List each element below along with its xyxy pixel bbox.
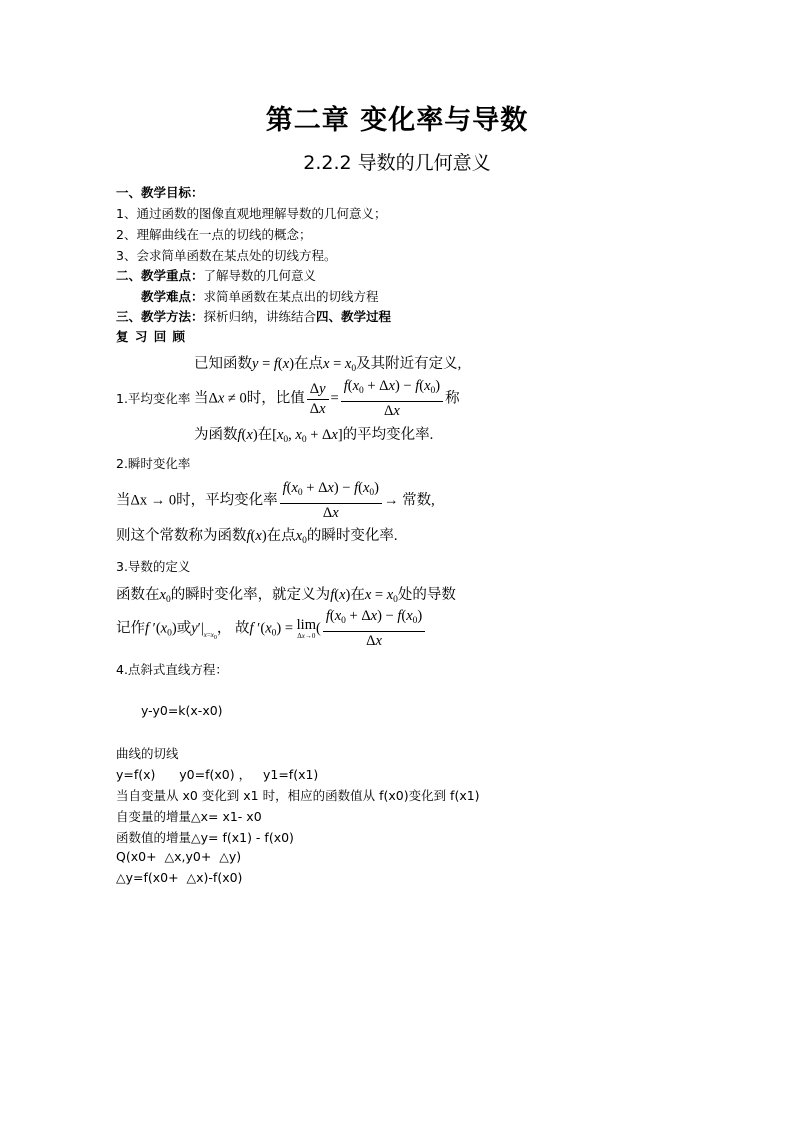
process-heading: 四、教学过程 — [316, 309, 392, 324]
formula-inst-line1: 当Δx → 0时，平均变化率 $\frac{f(x_0 + \Delta x) - f(x_0)}{\Delta x}$ → 常数, — [116, 480, 435, 521]
fraction-dy-dx: $\frac{\Delta y}{\Delta x}$ — [307, 381, 329, 418]
formula-deriv-line1: 函数在$x_0$的瞬时变化率，就定义为f(x)在$x = x_0$处的导数 — [116, 587, 456, 605]
objective-item: 2、理解曲线在一点的切线的概念； — [116, 227, 312, 242]
fraction-avg-rate: $\frac{f(x_0 + \Delta x) - f(x_0)}{\Delta x}$ — [341, 378, 443, 420]
key-points-line — [116, 266, 316, 284]
formula-inst-line2: 则这个常数称为函数f(x)在点$x_0$的瞬时变化率. — [116, 528, 398, 546]
methods-line — [116, 307, 391, 325]
objective-item: 3、会求简单函数在某点处的切线方程。 — [116, 248, 337, 263]
tangent-heading: 曲线的切线 — [116, 746, 179, 761]
chapter-title: 第二章 变化率与导数 — [265, 105, 529, 136]
limit-operator: lim Δx→0 — [296, 617, 316, 640]
section-title: 2.2.2 导数的几何意义 — [303, 152, 491, 174]
objective-item: 1、通过函数的图像直观地理解导数的几何意义； — [116, 206, 387, 221]
methods-text: 探析归纳，讲练结合 — [203, 309, 317, 324]
difficulties-line — [141, 287, 379, 305]
tangent-line: Q(x0+ △x,y0+ △y) — [116, 849, 242, 864]
formula-avg-line3: 为函数f(x)在[$x_0$, $x_0 + \Delta x$]的平均变化率. — [194, 427, 434, 445]
key-points-text: 了解导数的几何意义 — [203, 268, 317, 283]
section-2-label: 2.瞬时变化率 — [116, 456, 191, 471]
key-points-heading: 二、教学重点： — [116, 268, 204, 283]
objectives-heading: 一、教学目标： — [116, 185, 204, 200]
formula-deriv-line2: 记作f $'(x_0)$或$y'|_{x=x_0}$， 故f $'(x_0)$ = lim Δx→0 ( $\frac{f(x_0 + \Delta x) - f(x_0)}{\Delta x}$ — [116, 608, 427, 650]
section-3-label: 3.导数的定义 — [116, 559, 191, 574]
tangent-line: y=f(x) y0=f(x0) ， y1=f(x1) — [116, 767, 319, 782]
section-1-label: 1.平均变化率 — [116, 391, 191, 406]
tangent-line: 函数值的增量△y= f(x1) - f(x0) — [116, 830, 294, 845]
formula-avg-line2: 当Δx ≠ 0时，比值 $\frac{\Delta y}{\Delta x}$ = $\frac{f(x_0 + \Delta x) - f(x_0)}{\Delta x}$ 称 — [194, 378, 460, 419]
tangent-line: 自变量的增量△x= x1- x0 — [116, 809, 262, 824]
review-heading: 复 习 回 顾 — [116, 329, 187, 344]
difficulties-text: 求简单函数在某点出的切线方程 — [203, 289, 379, 304]
fraction-derivative: $\frac{f(x_0 + \Delta x) - f(x_0)}{\Delta x}$ — [323, 608, 425, 650]
tangent-line: 当自变量从 x0 变化到 x1 时，相应的函数值从 f(x0)变化到 f(x1) — [116, 788, 480, 803]
formula-avg-line1: 已知函数y = f(x)在点$x = x_0$及其附近有定义, — [194, 356, 462, 374]
section-4-label: 4.点斜式直线方程： — [116, 662, 228, 677]
methods-heading: 三、教学方法： — [116, 309, 204, 324]
point-slope-equation: y-y0=k(x-x0) — [141, 703, 223, 718]
fraction-inst-rate: $\frac{f(x_0 + \Delta x) - f(x_0)}{\Delta x}$ — [280, 480, 382, 522]
difficulties-heading: 教学难点： — [141, 289, 204, 304]
tangent-line: △y=f(x0+ △x)-f(x0) — [116, 870, 243, 885]
